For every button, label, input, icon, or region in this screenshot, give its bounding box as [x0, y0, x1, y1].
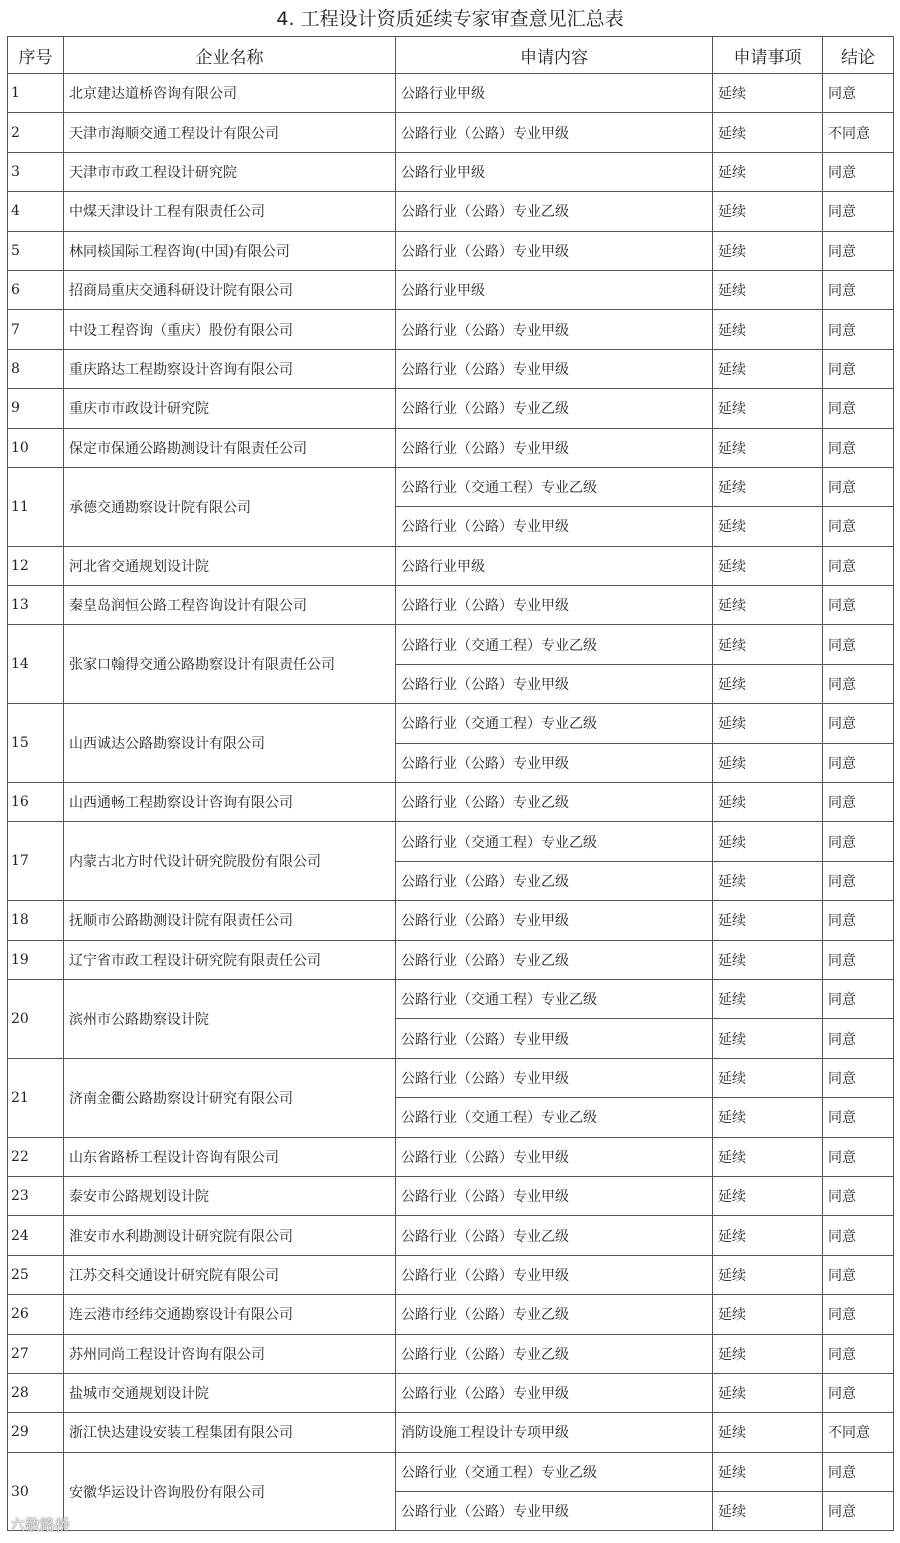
page-title: 4. 工程设计资质延续专家审查意见汇总表: [276, 8, 624, 30]
company-name: 天津市市政工程设计研究院: [64, 152, 396, 191]
header-application-item: 申请事项: [713, 37, 823, 74]
application-content: 公路行业（公路）专业甲级: [396, 586, 713, 625]
row-number: 25: [8, 1255, 64, 1294]
company-name: 盐城市交通规划设计院: [64, 1373, 396, 1412]
conclusion: 同意: [823, 192, 894, 231]
company-name: 苏州同尚工程设计咨询有限公司: [64, 1334, 396, 1373]
table-row: [8, 901, 894, 940]
company-name: 抚顺市公路勘测设计院有限责任公司: [64, 901, 396, 940]
application-item: 延续: [713, 389, 823, 428]
row-number: 13: [8, 586, 64, 625]
application-content: 公路行业（公路）专业甲级: [396, 1373, 713, 1412]
conclusion: 同意: [823, 1452, 894, 1491]
conclusion: 同意: [823, 231, 894, 270]
company-name: 山西诚达公路勘察设计有限公司: [64, 704, 396, 783]
application-item: 延续: [713, 113, 823, 152]
application-content: 公路行业（公路）专业乙级: [396, 192, 713, 231]
application-item: 延续: [713, 901, 823, 940]
table-row: [8, 74, 894, 113]
conclusion: 同意: [823, 1137, 894, 1176]
application-item: 延续: [713, 349, 823, 388]
table-row: [8, 192, 894, 231]
application-content: 公路行业（公路）专业乙级: [396, 783, 713, 822]
table-row: [8, 349, 894, 388]
conclusion: 同意: [823, 1255, 894, 1294]
application-content: 公路行业（交通工程）专业乙级: [396, 1452, 713, 1491]
application-item: 延续: [713, 1413, 823, 1452]
company-name: 招商局重庆交通科研设计院有限公司: [64, 270, 396, 309]
table-row: [8, 1373, 894, 1412]
application-item: 延续: [713, 152, 823, 191]
application-content: 公路行业（公路）专业甲级: [396, 664, 713, 703]
conclusion: 同意: [823, 1334, 894, 1373]
application-item: 延续: [713, 270, 823, 309]
application-item: 延续: [713, 74, 823, 113]
row-number: 2: [8, 113, 64, 152]
table-row: [8, 270, 894, 309]
table-row: [8, 1058, 894, 1097]
conclusion: 同意: [823, 389, 894, 428]
conclusion: 同意: [823, 1058, 894, 1097]
conclusion: 同意: [823, 1295, 894, 1334]
company-name: 重庆路达工程勘察设计咨询有限公司: [64, 349, 396, 388]
table-row: [8, 586, 894, 625]
application-item: 延续: [713, 310, 823, 349]
application-content: 公路行业（公路）专业甲级: [396, 1176, 713, 1215]
application-item: 延续: [713, 822, 823, 861]
table-row: [8, 1413, 894, 1452]
application-item: 延续: [713, 625, 823, 664]
row-number: 15: [8, 704, 64, 783]
conclusion: 同意: [823, 625, 894, 664]
row-number: 10: [8, 428, 64, 467]
table-row: [8, 979, 894, 1018]
row-number: 21: [8, 1058, 64, 1137]
application-content: 公路行业（公路）专业甲级: [396, 1019, 713, 1058]
conclusion: 同意: [823, 664, 894, 703]
application-item: 延续: [713, 192, 823, 231]
conclusion: 同意: [823, 1492, 894, 1531]
application-item: 延续: [713, 1295, 823, 1334]
table-row: [8, 467, 894, 506]
table-row: [8, 822, 894, 861]
application-item: 延续: [713, 1098, 823, 1137]
row-number: 12: [8, 546, 64, 585]
conclusion: 同意: [823, 310, 894, 349]
row-number: 14: [8, 625, 64, 704]
row-number: 11: [8, 467, 64, 546]
conclusion: 同意: [823, 270, 894, 309]
company-name: 中设工程咨询（重庆）股份有限公司: [64, 310, 396, 349]
application-content: 公路行业（公路）专业甲级: [396, 113, 713, 152]
company-name: 浙江快达建设安装工程集团有限公司: [64, 1413, 396, 1452]
row-number: 6: [8, 270, 64, 309]
conclusion: 同意: [823, 586, 894, 625]
conclusion: 同意: [823, 546, 894, 585]
application-content: 公路行业（交通工程）专业乙级: [396, 704, 713, 743]
table-row: [8, 428, 894, 467]
application-content: 公路行业（公路）专业乙级: [396, 1295, 713, 1334]
conclusion: 同意: [823, 74, 894, 113]
conclusion: 不同意: [823, 113, 894, 152]
conclusion: 不同意: [823, 1413, 894, 1452]
company-name: 承德交通勘察设计院有限公司: [64, 467, 396, 546]
application-content: 公路行业（交通工程）专业乙级: [396, 822, 713, 861]
application-content: 公路行业（公路）专业甲级: [396, 1255, 713, 1294]
application-content: 公路行业（交通工程）专业乙级: [396, 467, 713, 506]
table-row: [8, 152, 894, 191]
table-row: [8, 625, 894, 664]
company-name: 淮安市水利勘测设计研究院有限公司: [64, 1216, 396, 1255]
table-row: [8, 1295, 894, 1334]
header-no: 序号: [8, 37, 64, 74]
conclusion: 同意: [823, 428, 894, 467]
application-item: 延续: [713, 586, 823, 625]
application-item: 延续: [713, 546, 823, 585]
table-row: [8, 1176, 894, 1215]
row-number: 7: [8, 310, 64, 349]
row-number: 29: [8, 1413, 64, 1452]
conclusion: 同意: [823, 979, 894, 1018]
company-name: 辽宁省市政工程设计研究院有限责任公司: [64, 940, 396, 979]
company-name: 林同棪国际工程咨询(中国)有限公司: [64, 231, 396, 270]
application-content: 消防设施工程设计专项甲级: [396, 1413, 713, 1452]
row-number: 24: [8, 1216, 64, 1255]
table-row: [8, 310, 894, 349]
header-company-name: 企业名称: [64, 37, 396, 74]
table-row: [8, 1137, 894, 1176]
company-name: 张家口翰得交通公路勘察设计有限责任公司: [64, 625, 396, 704]
table-row: [8, 704, 894, 743]
table-row: [8, 1255, 894, 1294]
header-application-content: 申请内容: [396, 37, 713, 74]
table-row: [8, 113, 894, 152]
application-content: 公路行业（公路）专业甲级: [396, 428, 713, 467]
header-conclusion: 结论: [823, 37, 894, 74]
application-content: 公路行业（交通工程）专业乙级: [396, 1098, 713, 1137]
application-item: 延续: [713, 979, 823, 1018]
application-item: 延续: [713, 507, 823, 546]
application-item: 延续: [713, 231, 823, 270]
application-content: 公路行业甲级: [396, 546, 713, 585]
application-content: 公路行业（公路）专业甲级: [396, 901, 713, 940]
application-item: 延续: [713, 1334, 823, 1373]
row-number: 18: [8, 901, 64, 940]
application-item: 延续: [713, 1452, 823, 1491]
application-item: 延续: [713, 1373, 823, 1412]
application-item: 延续: [713, 1019, 823, 1058]
row-number: 20: [8, 979, 64, 1058]
row-number: 19: [8, 940, 64, 979]
conclusion: 同意: [823, 783, 894, 822]
table-row: [8, 783, 894, 822]
application-item: 延续: [713, 1216, 823, 1255]
table-row: [8, 1216, 894, 1255]
company-name: 安徽华运设计咨询股份有限公司: [64, 1452, 396, 1531]
application-content: 公路行业（交通工程）专业乙级: [396, 979, 713, 1018]
review-table: [7, 36, 894, 1531]
application-item: 延续: [713, 783, 823, 822]
conclusion: 同意: [823, 1098, 894, 1137]
application-content: 公路行业（公路）专业甲级: [396, 310, 713, 349]
conclusion: 同意: [823, 1019, 894, 1058]
application-content: 公路行业（交通工程）专业乙级: [396, 625, 713, 664]
row-number: 4: [8, 192, 64, 231]
conclusion: 同意: [823, 467, 894, 506]
row-number: 23: [8, 1176, 64, 1215]
application-item: 延续: [713, 940, 823, 979]
row-number: 5: [8, 231, 64, 270]
table-row: [8, 546, 894, 585]
company-name: 重庆市市政设计研究院: [64, 389, 396, 428]
application-content: 公路行业（公路）专业甲级: [396, 1492, 713, 1531]
application-item: 延续: [713, 1255, 823, 1294]
row-number: 26: [8, 1295, 64, 1334]
table-row: [8, 389, 894, 428]
conclusion: 同意: [823, 861, 894, 900]
table-row: [8, 1452, 894, 1491]
application-item: 延续: [713, 1058, 823, 1097]
watermark: 六敬路桥: [10, 1516, 71, 1534]
company-name: 北京建达道桥咨询有限公司: [64, 74, 396, 113]
row-number: 22: [8, 1137, 64, 1176]
conclusion: 同意: [823, 1216, 894, 1255]
company-name: 中煤天津设计工程有限责任公司: [64, 192, 396, 231]
company-name: 连云港市经纬交通勘察设计有限公司: [64, 1295, 396, 1334]
conclusion: 同意: [823, 901, 894, 940]
application-item: 延续: [713, 664, 823, 703]
application-item: 延续: [713, 1176, 823, 1215]
application-content: 公路行业（公路）专业乙级: [396, 940, 713, 979]
conclusion: 同意: [823, 822, 894, 861]
conclusion: 同意: [823, 743, 894, 782]
header-row: [8, 37, 894, 74]
conclusion: 同意: [823, 704, 894, 743]
application-item: 延续: [713, 743, 823, 782]
application-item: 延续: [713, 861, 823, 900]
table-row: [8, 231, 894, 270]
row-number: 3: [8, 152, 64, 191]
company-name: 内蒙古北方时代设计研究院股份有限公司: [64, 822, 396, 901]
conclusion: 同意: [823, 349, 894, 388]
row-number: 30: [8, 1452, 64, 1531]
application-content: 公路行业（公路）专业乙级: [396, 1334, 713, 1373]
conclusion: 同意: [823, 1176, 894, 1215]
application-content: 公路行业（公路）专业甲级: [396, 507, 713, 546]
application-content: 公路行业（公路）专业甲级: [396, 349, 713, 388]
application-content: 公路行业（公路）专业乙级: [396, 1216, 713, 1255]
application-item: 延续: [713, 1137, 823, 1176]
conclusion: 同意: [823, 940, 894, 979]
row-number: 8: [8, 349, 64, 388]
application-content: 公路行业甲级: [396, 74, 713, 113]
company-name: 山东省路桥工程设计咨询有限公司: [64, 1137, 396, 1176]
company-name: 江苏交科交通设计研究院有限公司: [64, 1255, 396, 1294]
application-content: 公路行业甲级: [396, 270, 713, 309]
application-content: 公路行业（公路）专业甲级: [396, 231, 713, 270]
row-number: 9: [8, 389, 64, 428]
application-content: 公路行业（公路）专业乙级: [396, 861, 713, 900]
row-number: 17: [8, 822, 64, 901]
table-body: [8, 74, 894, 1531]
row-number: 28: [8, 1373, 64, 1412]
company-name: 天津市海顺交通工程设计有限公司: [64, 113, 396, 152]
application-content: 公路行业（公路）专业乙级: [396, 389, 713, 428]
table-row: [8, 1334, 894, 1373]
row-number: 27: [8, 1334, 64, 1373]
application-item: 延续: [713, 704, 823, 743]
conclusion: 同意: [823, 507, 894, 546]
application-content: 公路行业甲级: [396, 152, 713, 191]
application-item: 延续: [713, 467, 823, 506]
company-name: 河北省交通规划设计院: [64, 546, 396, 585]
row-number: 16: [8, 783, 64, 822]
table-row: [8, 940, 894, 979]
application-content: 公路行业（公路）专业甲级: [396, 1137, 713, 1176]
application-content: 公路行业（公路）专业甲级: [396, 1058, 713, 1097]
company-name: 滨州市公路勘察设计院: [64, 979, 396, 1058]
company-name: 山西通畅工程勘察设计咨询有限公司: [64, 783, 396, 822]
row-number: 1: [8, 74, 64, 113]
company-name: 秦皇岛润恒公路工程咨询设计有限公司: [64, 586, 396, 625]
company-name: 泰安市公路规划设计院: [64, 1176, 396, 1215]
company-name: 济南金衢公路勘察设计研究有限公司: [64, 1058, 396, 1137]
conclusion: 同意: [823, 1373, 894, 1412]
application-content: 公路行业（公路）专业甲级: [396, 743, 713, 782]
conclusion: 同意: [823, 152, 894, 191]
application-item: 延续: [713, 1492, 823, 1531]
company-name: 保定市保通公路勘测设计有限责任公司: [64, 428, 396, 467]
application-item: 延续: [713, 428, 823, 467]
